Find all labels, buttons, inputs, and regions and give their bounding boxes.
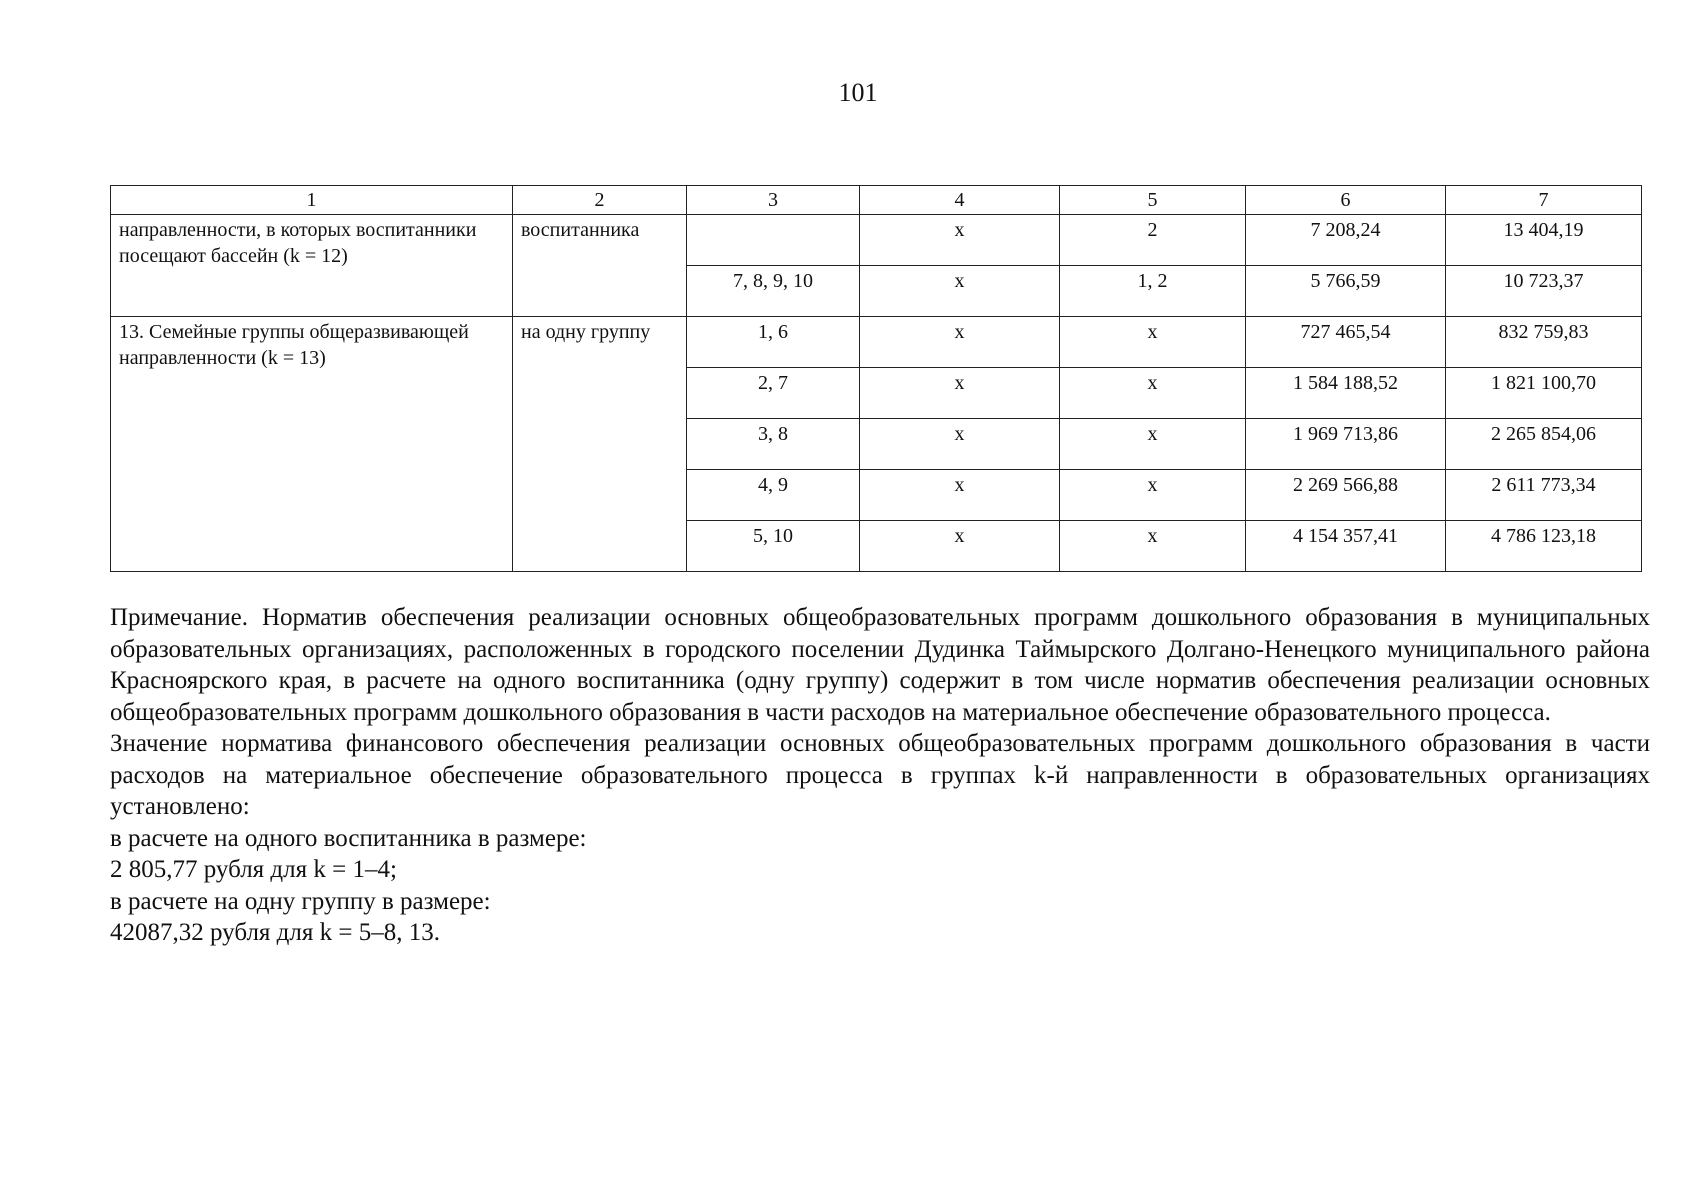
norm-line: в расчете на одного воспитанника в размере: bbox=[110, 824, 587, 852]
column-header: 7 bbox=[1446, 186, 1642, 215]
table-cell: x bbox=[1060, 521, 1246, 572]
table-header-row bbox=[111, 186, 1642, 215]
table-cell: x bbox=[860, 215, 1060, 266]
age-group-cell: 2, 7 bbox=[687, 368, 860, 419]
value-cell: 4 154 357,41 bbox=[1246, 521, 1446, 572]
unit-cell: воспитанника bbox=[513, 215, 687, 317]
norms-table bbox=[110, 185, 1642, 572]
norm-line: 42087,32 рубля для k = 5–8, 13. bbox=[110, 919, 440, 946]
value-cell: 4 786 123,18 bbox=[1446, 521, 1642, 572]
value-cell: 2 269 566,88 bbox=[1246, 470, 1446, 521]
column-header: 2 bbox=[513, 186, 687, 215]
note-section bbox=[110, 602, 1650, 949]
unit-cell: на одну группу bbox=[513, 317, 687, 572]
table-cell: x bbox=[1060, 470, 1246, 521]
table-cell: x bbox=[1060, 419, 1246, 470]
norm-line: 2 805,77 рубля для k = 1–4; bbox=[110, 856, 397, 883]
age-group-cell: 5, 10 bbox=[687, 521, 860, 572]
table-cell: x bbox=[1060, 317, 1246, 368]
value-cell: 832 759,83 bbox=[1446, 317, 1642, 368]
value-cell: 2 265 854,06 bbox=[1446, 419, 1642, 470]
age-group-cell bbox=[687, 215, 860, 266]
column-header: 4 bbox=[860, 186, 1060, 215]
norm-line: в расчете на одну группу в размере: bbox=[110, 887, 491, 915]
note-paragraph: Примечание. Норматив обеспечения реализации основных общеобразовательных программ дошкольного образования в муниципальных образовательных организациях, расположенных в городского поселении Дудинка Таймырского Долгано-Ненецкого муниципального района Красноярского края, в расчете на одного воспитанника (одну группу) содержит в том числе норматив обеспечения реализации основных общеобразовательных программ дошкольного образования в части расходов на материальное обеспечение образовательного процесса. bbox=[110, 604, 1650, 726]
table-cell: x bbox=[860, 368, 1060, 419]
value-cell: 1 821 100,70 bbox=[1446, 368, 1642, 419]
age-group-cell: 3, 8 bbox=[687, 419, 860, 470]
table-cell: x bbox=[860, 419, 1060, 470]
column-header: 5 bbox=[1060, 186, 1246, 215]
value-cell: 13 404,19 bbox=[1446, 215, 1642, 266]
age-group-cell: 7, 8, 9, 10 bbox=[687, 266, 860, 317]
group-name-cell: 13. Семейные группы общеразвивающей направленности (k = 13) bbox=[111, 317, 513, 572]
age-group-cell: 4, 9 bbox=[687, 470, 860, 521]
table-cell: x bbox=[1060, 368, 1246, 419]
page-number: 101 bbox=[838, 78, 878, 107]
column-header: 1 bbox=[111, 186, 513, 215]
table-cell: x bbox=[860, 470, 1060, 521]
table-cell: x bbox=[860, 317, 1060, 368]
value-cell: 10 723,37 bbox=[1446, 266, 1642, 317]
column-header: 6 bbox=[1246, 186, 1446, 215]
value-cell: 1 584 188,52 bbox=[1246, 368, 1446, 419]
table-cell: x bbox=[860, 521, 1060, 572]
norm-value-paragraph: Значение норматива финансового обеспечения реализации основных общеобразовательных программ дошкольного образования в части расходов на материальное обеспечение образовательного процесса в группах k-й направленности в образовательных организациях установлено: bbox=[110, 730, 1650, 820]
value-cell: 727 465,54 bbox=[1246, 317, 1446, 368]
value-cell: 7 208,24 bbox=[1246, 215, 1446, 266]
table-cell: 1, 2 bbox=[1060, 266, 1246, 317]
table-cell: 2 bbox=[1060, 215, 1246, 266]
table-row bbox=[111, 317, 1642, 368]
group-name-cell: направленности, в которых воспитанники посещают бассейн (k = 12) bbox=[111, 215, 513, 317]
column-header: 3 bbox=[687, 186, 860, 215]
age-group-cell: 1, 6 bbox=[687, 317, 860, 368]
table-row bbox=[111, 215, 1642, 266]
value-cell: 2 611 773,34 bbox=[1446, 470, 1642, 521]
table-cell: x bbox=[860, 266, 1060, 317]
value-cell: 1 969 713,86 bbox=[1246, 419, 1446, 470]
value-cell: 5 766,59 bbox=[1246, 266, 1446, 317]
